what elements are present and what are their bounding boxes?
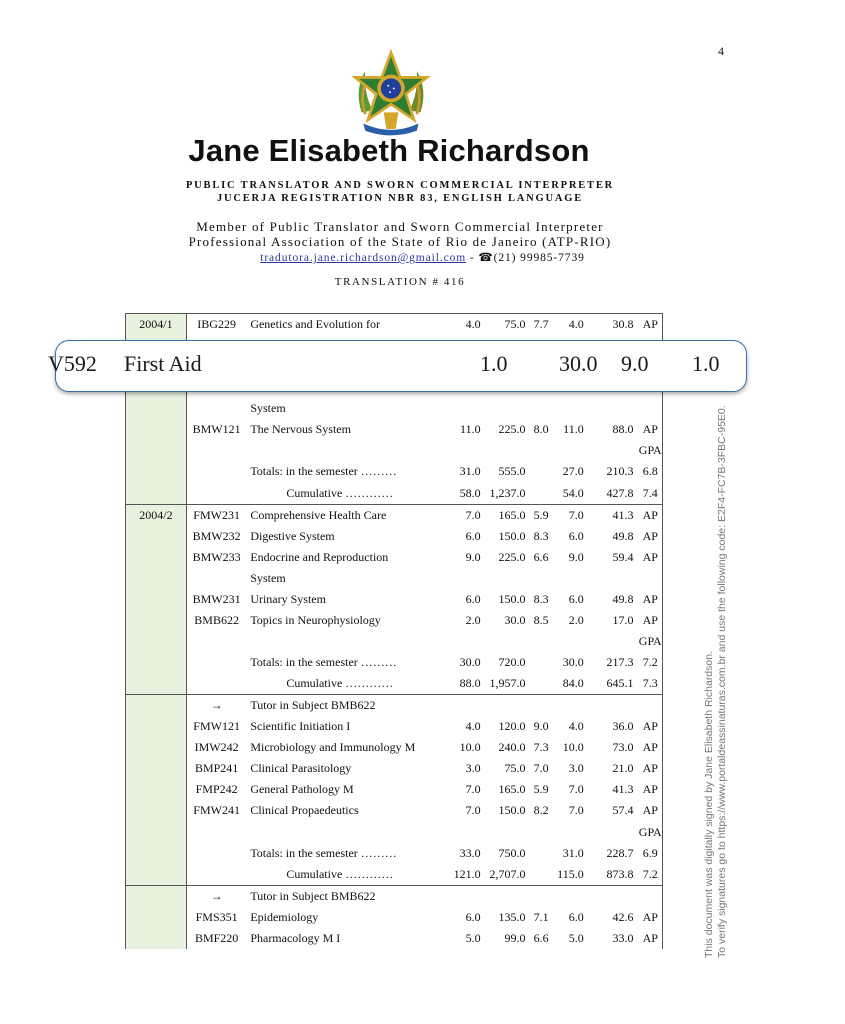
course-title: Microbiology and Immunology M — [250, 740, 416, 755]
semester-cell — [126, 695, 187, 886]
value-cell: 6.6 — [533, 930, 549, 945]
value-cell — [549, 398, 584, 419]
course-code — [186, 864, 246, 886]
course-title: Tutor in Subject BMB622 — [246, 885, 451, 907]
status-cell: AP — [642, 612, 658, 627]
telephone-icon: ☎ — [478, 252, 494, 264]
course-title: Scientific Initiation I — [250, 719, 351, 734]
course-code: BMW231 — [192, 591, 241, 606]
table-row — [126, 737, 664, 758]
table-row — [126, 885, 664, 907]
course-code: FMS351 — [195, 909, 238, 924]
course-title: The Nervous System — [250, 422, 351, 437]
value-cell: 1,237.0 — [489, 485, 526, 500]
table-row — [126, 589, 664, 610]
value-cell — [451, 440, 480, 461]
value-cell: 6.0 — [568, 528, 584, 543]
value-cell — [481, 398, 526, 419]
course-code — [186, 673, 246, 695]
translation-number: TRANSLATION # 416 — [334, 276, 466, 288]
value-cell: 33.0 — [612, 930, 634, 945]
value-cell: 9.0 — [533, 719, 549, 734]
value-cell: 7.1 — [533, 909, 549, 924]
status-cell: 7.2 — [642, 866, 658, 881]
value-cell: 11.0 — [563, 422, 584, 437]
course-code: BMW121 — [192, 422, 241, 437]
semester-cell — [126, 504, 187, 695]
value-cell — [526, 440, 549, 461]
value-cell — [584, 822, 634, 843]
value-cell: 228.7 — [606, 845, 634, 860]
value-cell: 30.8 — [584, 314, 634, 336]
value-cell — [526, 673, 549, 695]
value-cell: 720.0 — [498, 655, 526, 670]
course-code — [186, 568, 246, 589]
value-cell: 1,957.0 — [489, 676, 526, 691]
value-cell: 7.0 — [533, 761, 549, 776]
value-cell: 6.0 — [568, 591, 584, 606]
course-code: BMW232 — [192, 528, 241, 543]
value-cell: 99.0 — [504, 930, 526, 945]
value-cell — [451, 695, 480, 717]
value-cell — [549, 631, 584, 652]
value-cell: 6.0 — [465, 528, 481, 543]
status-cell: AP — [642, 782, 658, 797]
value-cell: 73.0 — [612, 740, 634, 755]
value-cell: 6.0 — [568, 909, 584, 924]
value-cell: 8.3 — [533, 591, 549, 606]
value-cell: 7.0 — [549, 504, 584, 526]
value-cell — [584, 885, 634, 907]
value-cell — [451, 885, 480, 907]
course-code — [186, 843, 246, 864]
value-cell: 873.8 — [606, 866, 634, 881]
table-row — [126, 822, 664, 843]
course-title — [246, 631, 451, 652]
value-cell: 4.0 — [451, 314, 480, 336]
table-row — [126, 419, 664, 440]
course-code — [186, 652, 246, 673]
course-title: System — [250, 401, 286, 416]
value-cell — [451, 631, 480, 652]
value-cell — [584, 695, 634, 717]
value-cell: 6.0 — [465, 909, 481, 924]
value-cell: 8.5 — [533, 612, 549, 627]
value-cell: 10.0 — [562, 740, 584, 755]
value-cell: 49.8 — [612, 528, 634, 543]
value-cell: 30.0 — [562, 655, 584, 670]
table-row — [126, 547, 664, 568]
semester-label: 2004/2 — [139, 507, 173, 522]
email-link[interactable]: tradutora.jane.richardson@gmail.com — [260, 252, 467, 264]
course-code — [186, 461, 246, 482]
status-cell: AP — [642, 909, 658, 924]
course-title: Tutor in Subject BMB622 — [246, 695, 451, 717]
zoom-value-2: 30.0 — [559, 351, 598, 376]
value-cell: 165.0 — [481, 504, 526, 526]
course-code — [186, 822, 246, 843]
value-cell — [526, 843, 549, 864]
value-cell: 135.0 — [498, 909, 526, 924]
signature-note-line-2: To verify signatures go to https://www.portaldeassinaturas.com.br and use the following code: E2F4-FC7B-3FBC-95E0. — [716, 405, 728, 958]
table-row — [126, 526, 664, 547]
status-cell: AP — [642, 740, 658, 755]
value-cell: 49.8 — [612, 591, 634, 606]
registration-line: JUCERJA REGISTRATION NBR 83, ENGLISH LANGUAGE — [216, 193, 584, 204]
status-cell: GPA — [638, 443, 662, 458]
status-cell: 6.9 — [642, 845, 658, 860]
value-cell — [526, 398, 549, 419]
value-cell: 225.0 — [498, 422, 526, 437]
table-row — [126, 314, 664, 336]
value-cell: 54.0 — [562, 485, 584, 500]
semester-cell — [126, 885, 187, 949]
association-line-1: Member of Public Translator and Sworn Commercial Interpreter — [196, 219, 604, 234]
value-cell: 645.1 — [606, 676, 634, 691]
value-cell: 115.0 — [557, 866, 584, 881]
course-title: Comprehensive Health Care — [246, 504, 451, 526]
status-cell: AP — [642, 930, 658, 945]
value-cell: 9.0 — [568, 549, 584, 564]
value-cell: 150.0 — [498, 591, 526, 606]
value-cell — [526, 568, 549, 589]
status-cell: AP — [634, 314, 663, 336]
value-cell — [584, 398, 634, 419]
course-code: IMW242 — [194, 740, 239, 755]
value-cell — [526, 483, 549, 505]
value-cell: 150.0 — [498, 528, 526, 543]
value-cell — [481, 440, 526, 461]
value-cell: 27.0 — [562, 464, 584, 479]
value-cell — [481, 695, 526, 717]
status-cell — [634, 398, 663, 419]
value-cell: 33.0 — [459, 845, 481, 860]
translator-title: PUBLIC TRANSLATOR AND SWORN COMMERCIAL INTERPRETER — [185, 180, 615, 191]
table-row — [126, 716, 664, 737]
value-cell: 2.0 — [568, 612, 584, 627]
value-cell: 8.0 — [533, 422, 549, 437]
course-title: General Pathology M — [250, 782, 354, 797]
value-cell — [526, 822, 549, 843]
transcript-table — [125, 313, 663, 949]
value-cell: 217.3 — [606, 655, 634, 670]
value-cell: 121.0 — [453, 866, 481, 881]
value-cell: 84.0 — [562, 676, 584, 691]
table-row — [126, 504, 664, 526]
value-cell: 7.0 — [568, 782, 584, 797]
course-title — [246, 440, 451, 461]
status-cell: 7.4 — [642, 485, 658, 500]
value-cell: 9.0 — [465, 549, 481, 564]
course-title: Endocrine and Reproduction — [250, 549, 389, 564]
table-row — [126, 440, 664, 461]
course-title: Pharmacology M I — [250, 930, 341, 945]
status-cell: AP — [634, 504, 663, 526]
value-cell: 10.0 — [459, 740, 481, 755]
value-cell — [526, 652, 549, 673]
value-cell — [549, 695, 584, 717]
value-cell: 2.0 — [465, 612, 481, 627]
translator-name: Jane Elisabeth Richardson — [188, 133, 590, 168]
status-cell — [634, 885, 663, 907]
value-cell: 36.0 — [612, 719, 634, 734]
status-cell: AP — [642, 549, 658, 564]
table-row — [126, 864, 664, 886]
course-code: → — [186, 885, 246, 907]
value-cell: 30.0 — [504, 612, 526, 627]
value-cell: 4.0 — [568, 719, 584, 734]
value-cell: 165.0 — [498, 782, 526, 797]
value-cell: 210.3 — [606, 464, 634, 479]
value-cell: 240.0 — [498, 740, 526, 755]
value-cell: 75.0 — [481, 314, 526, 336]
value-cell — [549, 568, 584, 589]
course-code — [186, 483, 246, 505]
course-code: BMP241 — [194, 761, 239, 776]
value-cell: 5.0 — [568, 930, 584, 945]
value-cell: 7.0 — [465, 782, 481, 797]
value-cell: 5.0 — [465, 930, 481, 945]
value-cell: 7.3 — [533, 740, 549, 755]
course-code: BMF220 — [194, 930, 239, 945]
value-cell — [584, 568, 634, 589]
course-title: Digestive System — [250, 528, 335, 543]
value-cell: 88.0 — [612, 422, 634, 437]
value-cell: 3.0 — [465, 761, 481, 776]
table-row — [126, 673, 664, 695]
signature-note-line-1: This document was digitally signed by Jane Elisabeth Richardson. — [703, 651, 715, 958]
zoom-value-1: 1.0 — [480, 351, 508, 376]
course-title — [246, 822, 451, 843]
course-title: System — [250, 570, 286, 585]
course-code: FMW241 — [193, 803, 240, 818]
status-cell: GPA — [638, 633, 662, 648]
course-code: IBG229 — [186, 314, 246, 336]
status-cell: 7.2 — [642, 655, 658, 670]
value-cell: 5.9 — [526, 504, 549, 526]
value-cell: 427.8 — [606, 485, 634, 500]
value-cell: 225.0 — [498, 549, 526, 564]
value-cell — [549, 822, 584, 843]
course-title: Genetics and Evolution for — [246, 314, 451, 336]
value-cell: 11.0 — [460, 422, 481, 437]
value-cell — [549, 440, 584, 461]
course-title: Cumulative ………… — [286, 866, 394, 881]
course-code — [186, 440, 246, 461]
value-cell: 6.6 — [533, 549, 549, 564]
value-cell: 3.0 — [568, 761, 584, 776]
status-cell: 7.3 — [642, 676, 658, 691]
contact-separator: - — [466, 252, 479, 264]
table-row — [126, 800, 664, 821]
value-cell — [526, 885, 549, 907]
zoom-title: First Aid — [124, 351, 202, 376]
value-cell — [451, 822, 480, 843]
status-cell — [634, 695, 663, 717]
course-code — [186, 398, 246, 419]
course-code: FMW121 — [193, 719, 240, 734]
value-cell: 57.4 — [612, 803, 634, 818]
course-title: Urinary System — [250, 591, 326, 606]
table-row — [126, 398, 664, 419]
course-title: Epidemiology — [250, 909, 319, 924]
value-cell — [584, 440, 634, 461]
association-line-2: Professional Association of the State of Rio de Janeiro (ATP-RIO) — [188, 234, 612, 249]
course-code: → — [186, 695, 246, 717]
table-row — [126, 483, 664, 505]
value-cell: 21.0 — [612, 761, 634, 776]
value-cell: 750.0 — [498, 845, 526, 860]
table-row — [126, 461, 664, 482]
table-row — [126, 695, 664, 717]
value-cell: 58.0 — [459, 485, 481, 500]
value-cell — [451, 568, 480, 589]
digital-signature-note — [703, 405, 729, 958]
course-code: FMW231 — [186, 504, 246, 526]
zoom-value-3: 9.0 — [621, 351, 649, 376]
phone-number: (21) 99985-7739 — [493, 252, 585, 264]
value-cell: 7.0 — [465, 803, 481, 818]
value-cell: 17.0 — [612, 612, 634, 627]
course-title: Cumulative ………… — [286, 676, 394, 691]
value-cell: 6.0 — [465, 591, 481, 606]
value-cell: 8.2 — [533, 803, 549, 818]
table-row — [126, 843, 664, 864]
value-cell: 120.0 — [498, 719, 526, 734]
status-cell — [634, 568, 663, 589]
course-title: Totals: in the semester ……… — [250, 464, 397, 479]
table-row — [126, 610, 664, 631]
zoom-value-4: 1.0 — [692, 351, 720, 376]
status-cell: AP — [642, 422, 658, 437]
status-cell: AP — [642, 761, 658, 776]
value-cell — [481, 822, 526, 843]
value-cell — [481, 631, 526, 652]
table-row — [126, 928, 664, 949]
course-code: BMW233 — [192, 549, 241, 564]
value-cell: 41.3 — [584, 504, 634, 526]
table-row — [126, 652, 664, 673]
value-cell: 7.0 — [451, 504, 480, 526]
table-row — [126, 631, 664, 652]
value-cell: 41.3 — [612, 782, 634, 797]
value-cell — [526, 631, 549, 652]
value-cell — [549, 885, 584, 907]
brazil-coat-of-arms-seal-icon — [345, 48, 437, 140]
status-cell: GPA — [638, 824, 662, 839]
value-cell: 30.0 — [459, 655, 481, 670]
status-cell: AP — [642, 803, 658, 818]
value-cell: 8.3 — [533, 528, 549, 543]
course-title: Totals: in the semester ……… — [250, 845, 397, 860]
value-cell: 42.6 — [612, 909, 634, 924]
value-cell — [526, 461, 549, 482]
value-cell — [526, 864, 549, 886]
value-cell: 4.0 — [465, 719, 481, 734]
zoom-overlay — [48, 340, 747, 392]
value-cell: 7.7 — [526, 314, 549, 336]
status-cell: 6.8 — [642, 464, 658, 479]
page-number: 4 — [718, 44, 724, 58]
value-cell: 88.0 — [459, 676, 481, 691]
semester-label: 2004/1 — [139, 317, 173, 331]
course-title: Clinical Propaedeutics — [250, 803, 359, 818]
course-code: BMB622 — [194, 612, 239, 627]
table-row — [126, 568, 664, 589]
value-cell: 31.0 — [459, 464, 481, 479]
course-title: Topics in Neurophysiology — [250, 612, 381, 627]
table-row — [126, 758, 664, 779]
value-cell — [451, 398, 480, 419]
value-cell: 150.0 — [498, 803, 526, 818]
course-title: Totals: in the semester ……… — [250, 655, 397, 670]
course-title: Clinical Parasitology — [250, 761, 352, 776]
course-title: Cumulative ………… — [286, 485, 394, 500]
status-cell: AP — [642, 591, 658, 606]
status-cell: AP — [642, 719, 658, 734]
table-row — [126, 779, 664, 800]
value-cell — [481, 885, 526, 907]
value-cell: 31.0 — [562, 845, 584, 860]
course-code: FMP242 — [195, 782, 238, 797]
value-cell: 75.0 — [504, 761, 526, 776]
value-cell: 7.0 — [568, 803, 584, 818]
table-row — [126, 907, 664, 928]
course-code — [186, 631, 246, 652]
table-right-border — [662, 313, 663, 949]
value-cell: 5.9 — [533, 782, 549, 797]
value-cell — [481, 568, 526, 589]
zoom-code: V592 — [48, 351, 97, 376]
status-cell: AP — [642, 528, 658, 543]
value-cell: 4.0 — [549, 314, 584, 336]
value-cell — [584, 631, 634, 652]
value-cell — [526, 695, 549, 717]
contact-line — [0, 250, 845, 264]
value-cell: 2,707.0 — [489, 866, 526, 881]
value-cell: 59.4 — [612, 549, 634, 564]
value-cell: 555.0 — [498, 464, 526, 479]
